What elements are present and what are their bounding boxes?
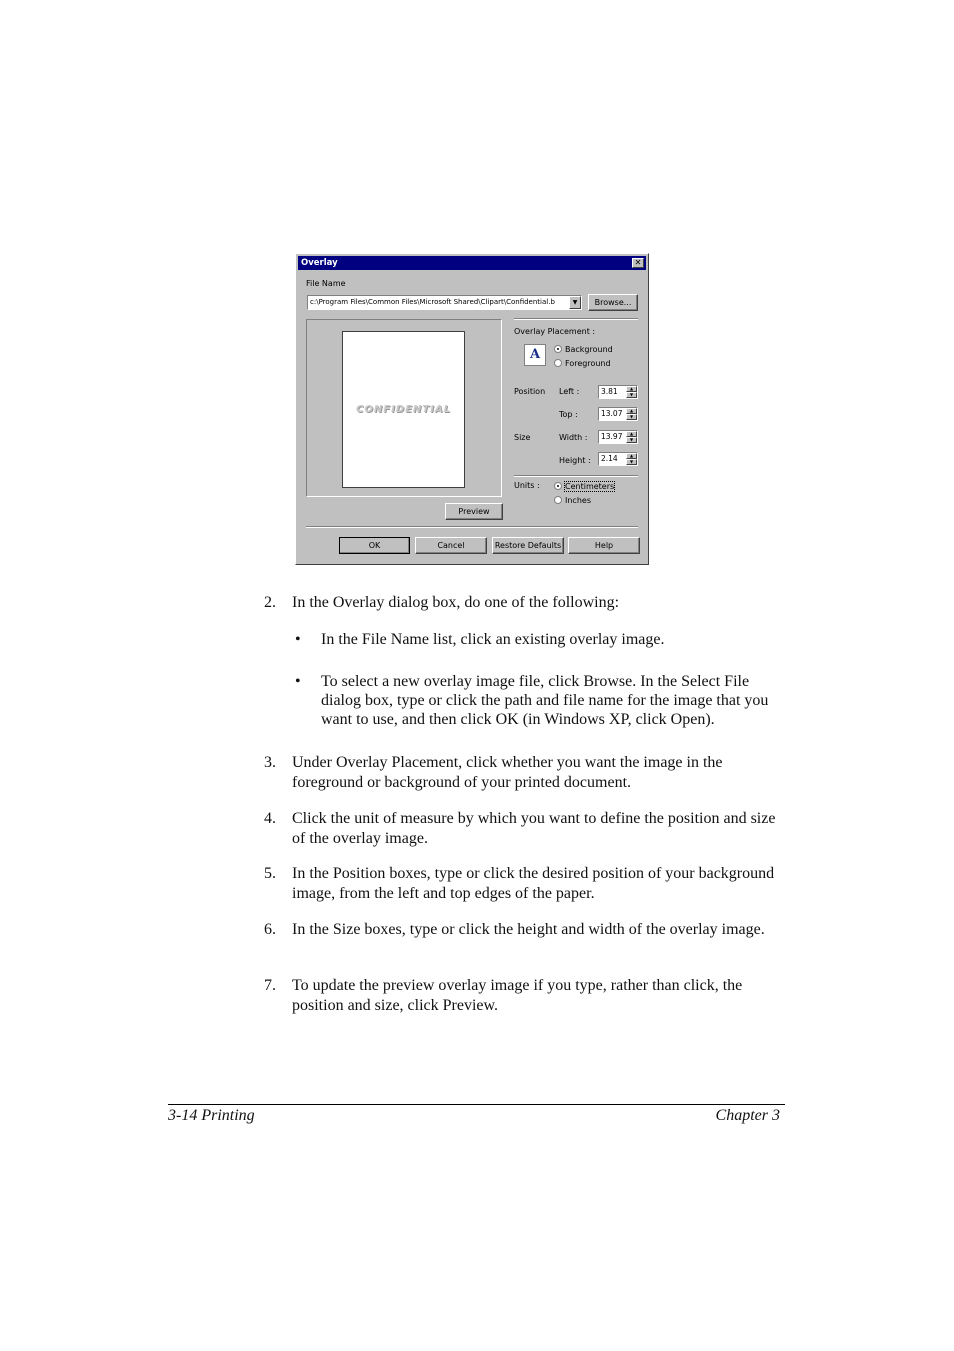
bullet-dot: • — [295, 631, 301, 648]
step-number: 7. — [264, 977, 276, 994]
help-button[interactable]: Help — [568, 537, 640, 554]
footer-rule — [168, 1104, 785, 1105]
overlay-placement-label: Overlay Placement : — [514, 327, 596, 336]
left-spinner[interactable] — [598, 385, 638, 399]
close-icon[interactable]: ✕ — [632, 258, 644, 268]
footer-right: Chapter 3 — [715, 1107, 780, 1124]
overlay-dialog — [295, 253, 649, 565]
file-name-combo[interactable] — [307, 295, 582, 310]
height-label: Height : — [559, 456, 591, 465]
centimeters-radio[interactable] — [554, 482, 562, 490]
top-spin-buttons[interactable]: ▲ ▼ — [626, 408, 637, 420]
footer-left: 3-14 Printing — [168, 1107, 255, 1124]
height-spin-buttons[interactable]: ▲ ▼ — [626, 453, 637, 465]
bottom-divider — [306, 526, 638, 528]
width-spin-buttons[interactable]: ▲ ▼ — [626, 431, 637, 443]
inches-radio[interactable] — [554, 496, 562, 504]
step-number: 6. — [264, 921, 276, 938]
step-text: In the Position boxes, type or click the desired position of your background image, from the left and top edges of the paper. — [292, 865, 775, 902]
bullet-text: In the File Name list, click an existing overlay image. — [321, 631, 665, 648]
preview-frame — [306, 319, 502, 497]
top-spinner[interactable] — [598, 407, 638, 421]
inches-label: Inches — [565, 496, 591, 505]
top-label: Top : — [559, 410, 578, 419]
bullet-text: To select a new overlay image file, click Browse. In the Select File dialog box, type or click the path and file name for the image that you want to use, and then click OK (in Windows XP, click Open). — [321, 673, 769, 728]
preview-button[interactable]: Preview — [445, 503, 503, 520]
left-label: Left : — [559, 387, 580, 396]
dialog-title: Overlay — [301, 258, 338, 268]
preview-page — [342, 331, 465, 488]
step-number: 4. — [264, 810, 276, 827]
width-spinner[interactable] — [598, 430, 638, 444]
units-label: Units : — [514, 481, 540, 490]
chevron-down-icon[interactable]: ▼ — [569, 296, 581, 309]
step-text: In the Size boxes, type or click the height and width of the overlay image. — [292, 921, 765, 938]
overlay-placement-icon: A — [524, 344, 546, 366]
dialog-titlebar — [298, 256, 646, 270]
background-label: Background — [565, 345, 613, 354]
file-name-value: c:\Program Files\Common Files\Microsoft Shared\Clipart\Confidential.b — [310, 298, 555, 306]
step-text: Click the unit of measure by which you want to define the position and size of the overlay image. — [292, 810, 776, 847]
placement-divider — [514, 318, 638, 320]
step-number: 5. — [264, 865, 276, 882]
bullet-dot: • — [295, 673, 301, 690]
step-text: Under Overlay Placement, click whether you want the image in the foreground or background of your printed document. — [292, 754, 723, 791]
restore-defaults-button[interactable]: Restore Defaults — [492, 537, 564, 554]
size-label: Size — [514, 433, 531, 442]
units-divider — [514, 475, 638, 477]
step-number: 2. — [264, 594, 276, 611]
step-text: To update the preview overlay image if you type, rather than click, the position and size, click Preview. — [292, 977, 743, 1014]
left-value: 3.81 — [601, 387, 618, 396]
browse-button[interactable]: Browse... — [588, 294, 638, 311]
position-label: Position — [514, 387, 546, 396]
cancel-button[interactable]: Cancel — [415, 537, 487, 554]
width-value: 13.97 — [601, 432, 623, 441]
ok-button[interactable]: OK — [339, 537, 410, 554]
preview-watermark: CONFIDENTIAL — [356, 404, 451, 415]
height-spinner[interactable] — [598, 452, 638, 466]
file-name-label: File Name — [306, 279, 346, 288]
height-value: 2.14 — [601, 454, 618, 463]
left-spin-buttons[interactable]: ▲ ▼ — [626, 386, 637, 398]
foreground-radio[interactable] — [554, 359, 562, 367]
width-label: Width : — [559, 433, 588, 442]
background-radio[interactable] — [554, 345, 562, 353]
step-text: In the Overlay dialog box, do one of the following: — [292, 594, 620, 611]
top-value: 13.07 — [601, 409, 623, 418]
centimeters-label: Centimeters — [565, 482, 615, 491]
foreground-label: Foreground — [565, 359, 611, 368]
step-number: 3. — [264, 754, 276, 771]
